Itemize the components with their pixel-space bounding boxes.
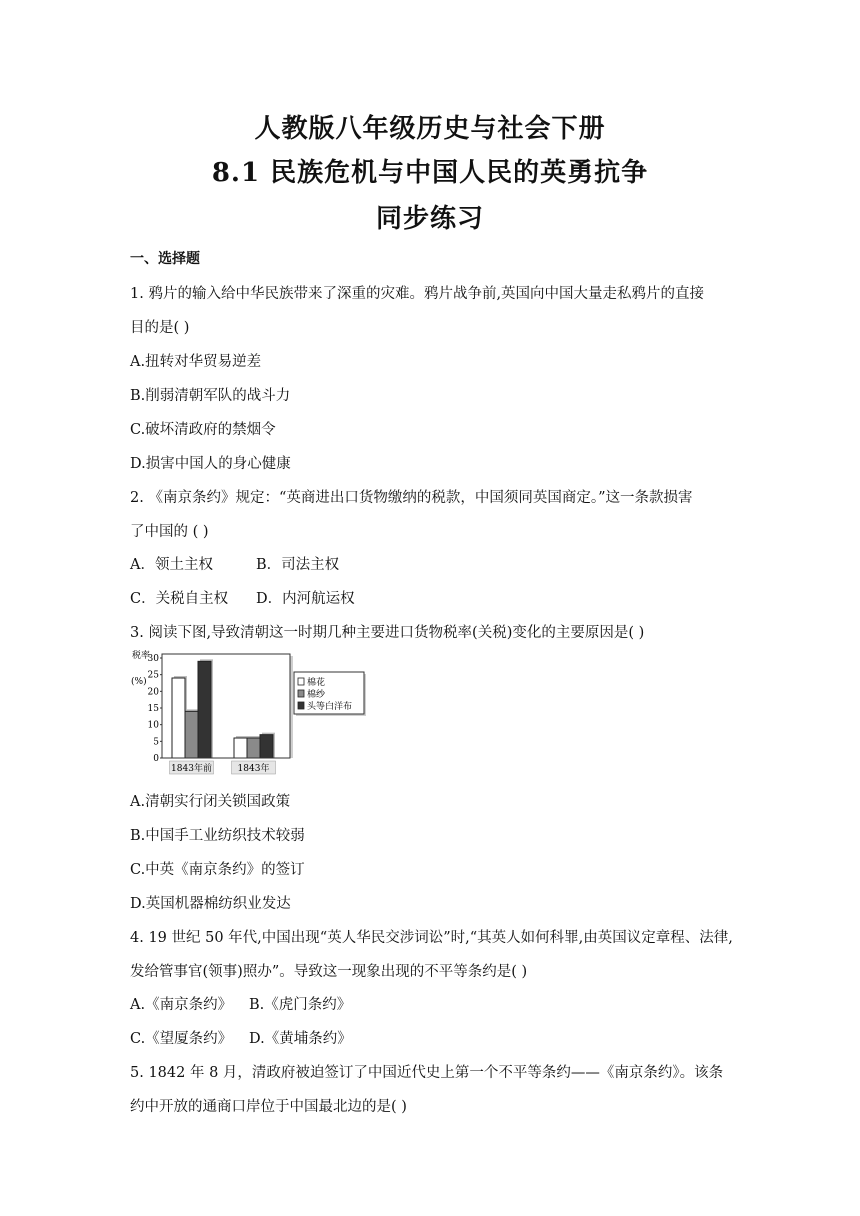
q2-option-c: C．关税自主权 [130, 591, 229, 607]
q5-stem-line2: 约中开放的通商口岸位于中国最北边的是( ) [130, 1099, 407, 1115]
q4-stem-line1: 4. 19 世纪 50 年代,中国出现“英人华民交涉词讼”时,“其英人如何科罪,由英国议定章程、法律, [130, 930, 733, 946]
q1-stem-line1: 1. 鸦片的输入给中华民族带来了深重的灾难。鸦片战争前,英国向中国大量走私鸦片的直接 [130, 286, 705, 302]
q4-option-b: B.《虎门条约》 [249, 997, 352, 1013]
q4-option-d: D.《黄埔条约》 [249, 1031, 352, 1047]
q2-option-b: B．司法主权 [256, 557, 340, 573]
q4-option-c: C.《望厦条约》 [130, 1031, 233, 1047]
legend-label: 头等白洋布 [307, 702, 353, 712]
y-tick-label: 15 [147, 704, 159, 714]
legend-label: 棉花 [307, 678, 326, 688]
legend-swatch [298, 690, 304, 697]
q1-option-a: A.扭转对华贸易逆差 [130, 354, 262, 370]
y-tick-label: 10 [147, 720, 159, 731]
doc-title-line2: 8.1 民族危机与中国人民的英勇抗争 [211, 158, 649, 188]
q5-stem-line1: 5. 1842 年 8 月，清政府被迫签订了中国近代史上第一个不平等条约——《南京条约》。该条 [130, 1065, 724, 1081]
q4-options-row2 [130, 1027, 352, 1048]
y-tick-label: 25 [147, 670, 159, 681]
q1-stem-line2: 目的是( ) [130, 320, 190, 336]
q1-option-d: D.损害中国人的身心健康 [130, 456, 291, 472]
bar-头等白洋布 [198, 661, 211, 758]
q3-option-b: B.中国手工业纺织技术较弱 [130, 828, 305, 844]
y-tick-label: 0 [153, 754, 159, 764]
category-label: 1843年前 [171, 764, 212, 774]
bar-棉纱 [185, 711, 198, 758]
y-axis-label-part1: 税率 [132, 651, 151, 661]
section-heading: 一、选择题 [130, 251, 200, 267]
legend-label: 棉纱 [307, 690, 326, 700]
q3-option-d: D.英国机器棉纺织业发达 [130, 896, 291, 912]
q1-option-b: B.削弱清朝军队的战斗力 [130, 388, 291, 404]
q2-stem-line1: 2. 《南京条约》规定：“英商进出口货物缴纳的税款，中国须同英国商定。”这一条款损害 [130, 490, 693, 506]
q2-option-a: A．领土主权 [130, 557, 213, 573]
y-tick-label: 30 [147, 654, 159, 664]
q4-stem-line2: 发给管事官(领事)照办”。导致这一现象出现的不平等条约是( ) [130, 964, 528, 980]
q2-stem-line2: 了中国的 ( ) [130, 524, 209, 540]
legend-swatch [298, 702, 304, 709]
bar-棉纱 [247, 738, 260, 758]
q4-option-a: A.《南京条约》 [130, 997, 233, 1013]
q2-options-row1 [130, 553, 339, 574]
y-tick-label: 20 [147, 687, 159, 698]
q3-stem: 3. 阅读下图,导致清朝这一时期几种主要进口货物税率(关税)变化的主要原因是( ) [130, 625, 645, 641]
y-axis-label-part2: (%) [131, 677, 147, 687]
q2-option-d: D．内河航运权 [256, 591, 355, 607]
q1-option-c: C.破坏清政府的禁烟令 [130, 422, 276, 438]
doc-title-line1: 人教版八年级历史与社会下册 [254, 114, 606, 144]
category-label: 1843年 [237, 764, 270, 774]
y-tick-label: 5 [153, 737, 159, 748]
legend-swatch [298, 678, 304, 685]
q3-option-c: C.中英《南京条约》的签订 [130, 862, 305, 878]
doc-title-line3: 同步练习 [375, 204, 484, 234]
bar-头等白洋布 [260, 735, 273, 758]
q3-option-a: A.清朝实行闭关锁国政策 [130, 794, 291, 810]
bar-棉花 [172, 678, 185, 758]
q2-options-row2 [130, 587, 355, 608]
q4-options-row1 [130, 993, 351, 1014]
tariff-chart [130, 646, 370, 776]
bar-棉花 [234, 738, 247, 758]
tariff-chart-svg [130, 646, 370, 776]
